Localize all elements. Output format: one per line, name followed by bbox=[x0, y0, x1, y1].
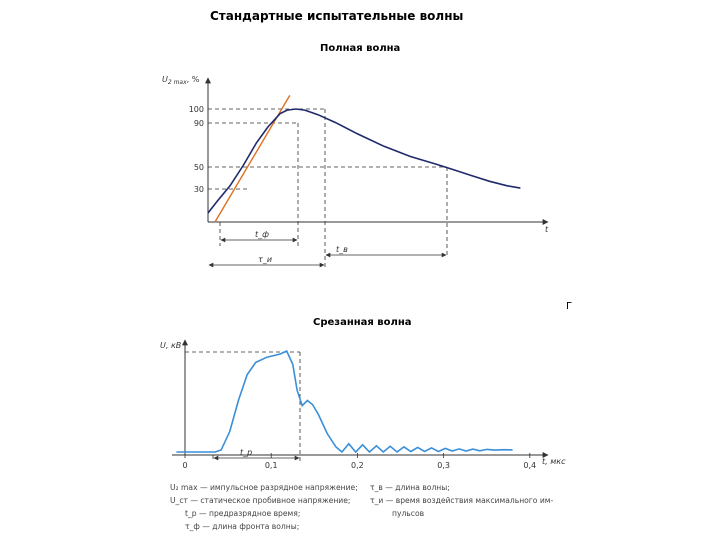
stray-mark: Г bbox=[566, 301, 573, 312]
chopped-wave-y-label: U, кВ bbox=[160, 341, 182, 350]
chopped-wave-curve bbox=[176, 351, 512, 452]
full-wave-title: Полная волна bbox=[320, 43, 401, 54]
full-wave-chart bbox=[162, 43, 549, 268]
wave-interval-label: t_в bbox=[336, 245, 348, 254]
y-tick-50: 50 bbox=[193, 163, 204, 172]
chopped-wave-x-label: t, мкс bbox=[542, 457, 566, 466]
x-tick-label-0: 0 bbox=[182, 461, 188, 470]
legend-left-3: t_р — предразрядное время; bbox=[185, 509, 301, 518]
full-wave-x-label: t bbox=[545, 225, 549, 234]
legend-right-1: τ_в — длина волны; bbox=[370, 483, 450, 492]
length-interval-label: τ_и bbox=[258, 255, 273, 264]
chop-time-label: t_р bbox=[240, 448, 253, 457]
chopped-wave-guides bbox=[185, 352, 300, 462]
full-wave-intervals bbox=[209, 240, 446, 265]
full-wave-guides bbox=[208, 109, 447, 268]
x-tick-label-2: 0,2 bbox=[351, 461, 364, 470]
chopped-wave-x-ticks bbox=[182, 453, 536, 470]
x-tick-label-4: 0,4 bbox=[523, 461, 537, 470]
x-tick-label-3: 0,3 bbox=[437, 461, 450, 470]
legend-right-2: τ_и — время воздействия максимального им- bbox=[370, 496, 554, 505]
chopped-wave-chart bbox=[160, 317, 566, 470]
y-tick-90: 90 bbox=[193, 119, 204, 128]
y-tick-30: 30 bbox=[193, 185, 204, 194]
legend bbox=[170, 483, 554, 531]
front-interval-label: t_ф bbox=[255, 230, 269, 239]
legend-left-4: τ_ф — длина фронта волны; bbox=[185, 522, 300, 531]
full-wave-y-label: $U_{2 max}$, % bbox=[162, 75, 200, 86]
legend-left-2: U_ст — статическое пробивное напряжение; bbox=[170, 496, 351, 505]
y-tick-100: 100 bbox=[188, 105, 204, 114]
chopped-wave-title: Срезанная волна bbox=[313, 317, 412, 328]
legend-left-1: U₂ max — импульсное разрядное напряжение; bbox=[170, 483, 358, 492]
full-wave-curve bbox=[208, 109, 520, 213]
x-tick-label-1: 0,1 bbox=[264, 461, 278, 470]
page-title: Стандартные испытательные волны bbox=[210, 9, 464, 23]
legend-right-3: пульсов bbox=[392, 509, 425, 518]
